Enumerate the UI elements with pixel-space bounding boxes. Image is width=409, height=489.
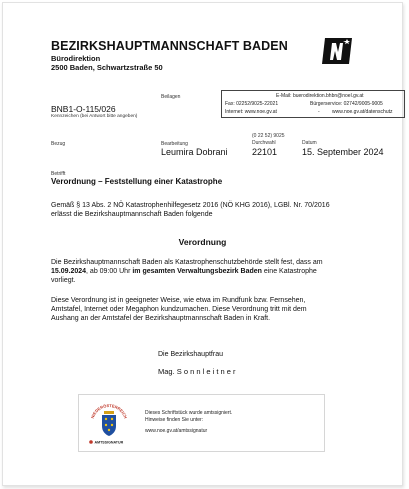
beilagen-label: Beilagen [161,94,181,100]
bezug-label: Bezug [51,141,66,147]
amtssignatur-note-1: Dieses Schriftstück wurde amtssigniert. [145,410,233,416]
contact-datenschutz: www.noe.gv.at/datenschutz [332,109,393,115]
datum-label: Datum [302,140,317,146]
contact-buergerservice: Bürgerservice: 02742/9005-9005 [310,101,383,107]
contact-dash: - [318,109,320,115]
durchwahl-value: 22101 [252,147,278,157]
seal-text-bottom: AMTSSIGNATUR [94,440,124,445]
amtssignatur-link[interactable]: www.noe.gv.at/amtssignatur [145,428,208,434]
phone-prefix: (0 22 52) 9025 [252,133,285,139]
datum-value: 15. September 2024 [302,147,384,157]
verordnung-heading: Verordnung [178,237,227,247]
contact-email: E-Mail: buerodirektion.bhbn@noel.gv.at [276,93,364,99]
organization-address: 2500 Baden, Schwartzstraße 50 [51,63,163,72]
intro-line-2: erlässt die Bezirkshauptmannschaft Baden folgende [51,211,213,218]
signature-title: Die Bezirkshauptfrau [158,351,223,358]
seal-text-top: NIEDERÖSTERREICH [89,402,129,420]
paragraph-1-line-3: vorliegt. [51,277,76,284]
katastrophe-time: , ab 09:00 Uhr [86,268,133,275]
signature-name: Mag. S o n n l e i t n e r [158,367,236,376]
department-name: Bürodirektion [51,54,101,63]
noe-logo-icon [321,36,353,66]
document-page [2,2,403,486]
contact-fax: Fax: 02252/9025-22021 [225,101,279,107]
reference-note: Kennzeichen (bei Antwort bitte angeben) [51,114,138,119]
organization-name: BEZIRKSHAUPTMANNSCHAFT BADEN [51,39,288,53]
paragraph-2-line-2: Amtstafel, Internet oder Megaphon kundzumachen. Diese Verordnung tritt mit dem [51,306,307,313]
contact-internet: Internet: www.noe.gv.at [225,109,277,115]
paragraph-2-line-3: Aushang an der Amtstafel der Bezirkshauptmannschaft Baden in Kraft. [51,315,271,322]
subject-text: Verordnung – Feststellung einer Katastrophe [51,177,223,186]
amtssignatur-seal-icon [85,399,133,447]
durchwahl-label: Durchwahl [252,140,276,146]
paragraph-1-line-1: Die Bezirkshauptmannschaft Baden als Katastrophenschutzbehörde stellt fest, dass am [51,259,323,266]
paragraph-1-line-2 [51,267,317,276]
paragraph-1-end: eine Katastrophe [261,268,317,275]
reference-number: BNB1-O-115/026 [51,104,116,114]
amtssignatur-note-2: Hinweise finden Sie unter: [145,417,204,423]
paragraph-2-line-1: Diese Verordnung ist in geeigneter Weise, wie etwa im Rundfunk bzw. Fernsehen, [51,297,306,304]
katastrophe-date: 15.09.2024 [51,268,87,275]
katastrophe-area: im gesamten Verwaltungsbezirk Baden [132,268,262,275]
contact-box [221,90,405,118]
bearbeitung-label: Bearbeitung [161,141,188,147]
amtssignatur-box [78,394,325,452]
bearbeitung-value: Leumira Dobrani [161,147,228,157]
intro-line-1: Gemäß § 13 Abs. 2 NÖ Katastrophenhilfegesetz 2016 (NÖ KHG 2016), LGBl. Nr. 70/2016 [51,202,330,209]
subject-label: Betrifft [51,171,66,177]
